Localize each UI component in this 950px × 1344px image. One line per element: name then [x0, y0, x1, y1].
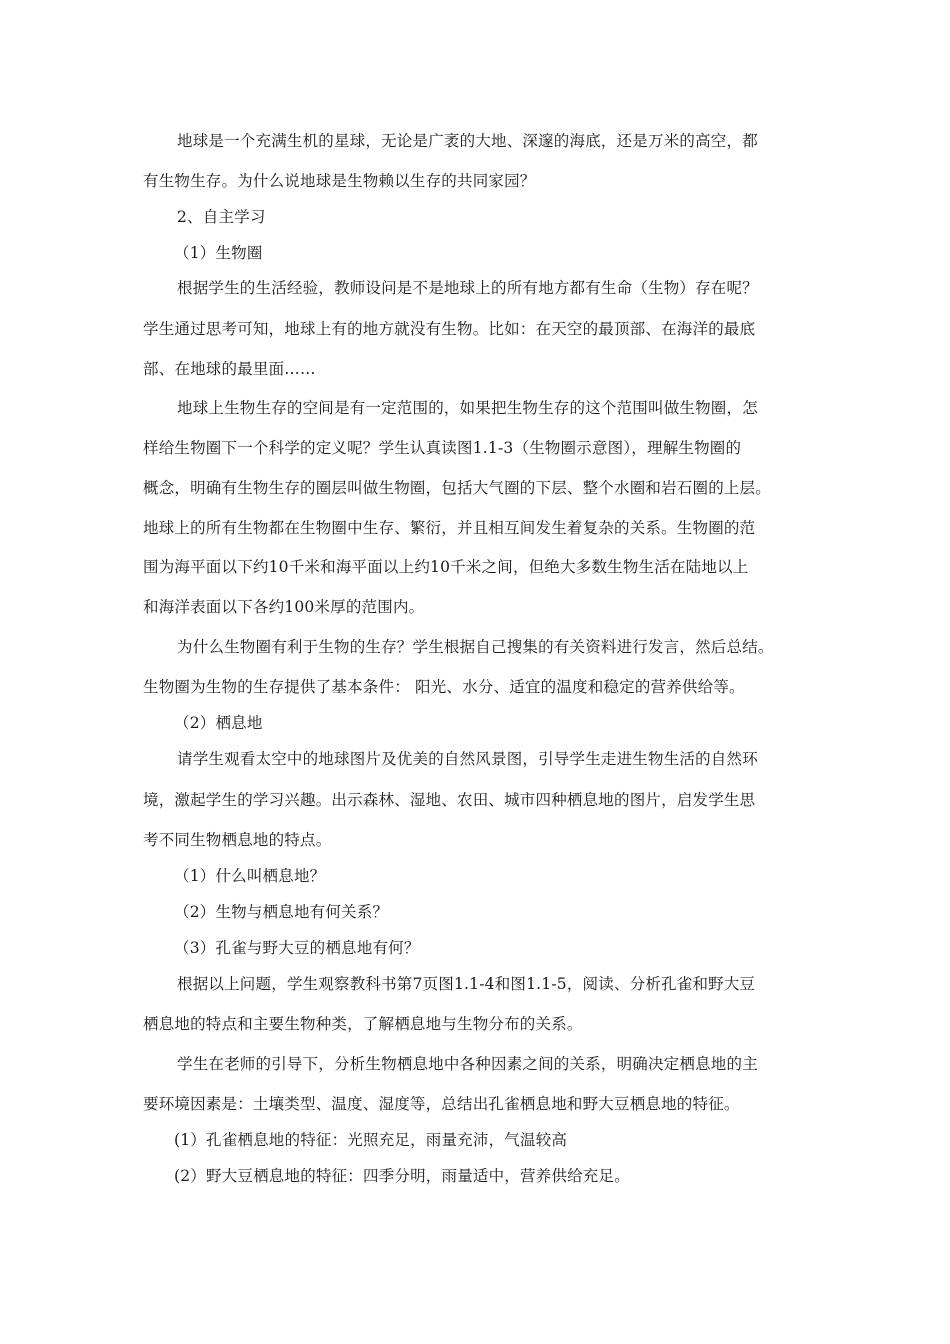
paragraph-line: 栖息地的特点和主要生物种类，了解栖息地与生物分布的关系。	[143, 1015, 583, 1033]
paragraph-line: 考不同生物栖息地的特点。	[143, 831, 332, 849]
paragraph-line: 地球上生物生存的空间是有一定范围的，如果把生物生存的这个范围叫做生物圈，怎	[177, 399, 758, 417]
paragraph-line: 生物圈为生物的生存提供了基本条件： 阳光、水分、适宜的温度和稳定的营养供给等。	[143, 678, 745, 696]
paragraph-line: 学生通过思考可知，地球上有的地方就没有生物。比如：在天空的最顶部、在海洋的最底	[143, 320, 756, 338]
section-heading: 2、自主学习	[177, 208, 266, 226]
paragraph-line: 为什么生物圈有利于生物的生存？学生根据自己搜集的有关资料进行发言，然后总结。	[177, 638, 774, 656]
paragraph-line: 部、在地球的最里面……	[143, 360, 316, 378]
subsection-heading: （2）栖息地	[174, 714, 263, 732]
paragraph-line: 概念，明确有生物生存的圈层叫做生物圈，包括大气圈的下层、整个水圈和岩石圈的上层。	[143, 479, 772, 497]
question-item: （2）生物与栖息地有何关系？	[174, 903, 389, 921]
paragraph-line: 要环境因素是：土壤类型、温度、湿度等，总结出孔雀栖息地和野大豆栖息地的特征。	[143, 1095, 740, 1113]
paragraph-line: 请学生观看太空中的地球图片及优美的自然风景图，引导学生走进生物生活的自然环	[177, 750, 758, 768]
paragraph-line: 地球上的所有生物都在生物圈中生存、繁衍，并且相互间发生着复杂的关系。生物圈的范	[143, 519, 756, 537]
paragraph-line: 地球是一个充满生机的星球，无论是广袤的大地、深邃的海底，还是万米的高空，都	[177, 132, 758, 150]
feature-item: (1）孔雀栖息地的特征：光照充足，雨量充沛，气温较高	[174, 1131, 568, 1149]
paragraph-line: 境，激起学生的学习兴趣。出示森林、湿地、农田、城市四种栖息地的图片，启发学生思	[143, 791, 756, 809]
paragraph-line: 有生物生存。为什么说地球是生物赖以生存的共同家园？	[143, 172, 536, 190]
paragraph-line: 围为海平面以下约10千米和海平面以上约10千米之间，但绝大多数生物生活在陆地以上	[143, 558, 749, 576]
paragraph-line: 学生在老师的引导下，分析生物栖息地中各种因素之间的关系，明确决定栖息地的主	[177, 1055, 758, 1073]
paragraph-line: 样给生物圈下一个科学的定义呢？学生认真读图1.1-3（生物圈示意图），理解生物圈的	[143, 439, 742, 457]
subsection-heading: （1）生物圈	[174, 244, 263, 262]
paragraph-line: 和海洋表面以下各约100米厚的范围内。	[143, 598, 425, 616]
question-item: （1）什么叫栖息地？	[174, 867, 326, 885]
feature-item: (2）野大豆栖息地的特征：四季分明，雨量适中，营养供给充足。	[174, 1167, 630, 1185]
question-item: （3）孔雀与野大豆的栖息地有何？	[174, 939, 420, 957]
paragraph-line: 根据学生的生活经验，教师设问是不是地球上的所有地方都有生命（生物）存在呢？	[177, 279, 758, 297]
paragraph-line: 根据以上问题，学生观察教科书第7页图1.1-4和图1.1-5，阅读、分析孔雀和野大豆	[177, 975, 756, 993]
